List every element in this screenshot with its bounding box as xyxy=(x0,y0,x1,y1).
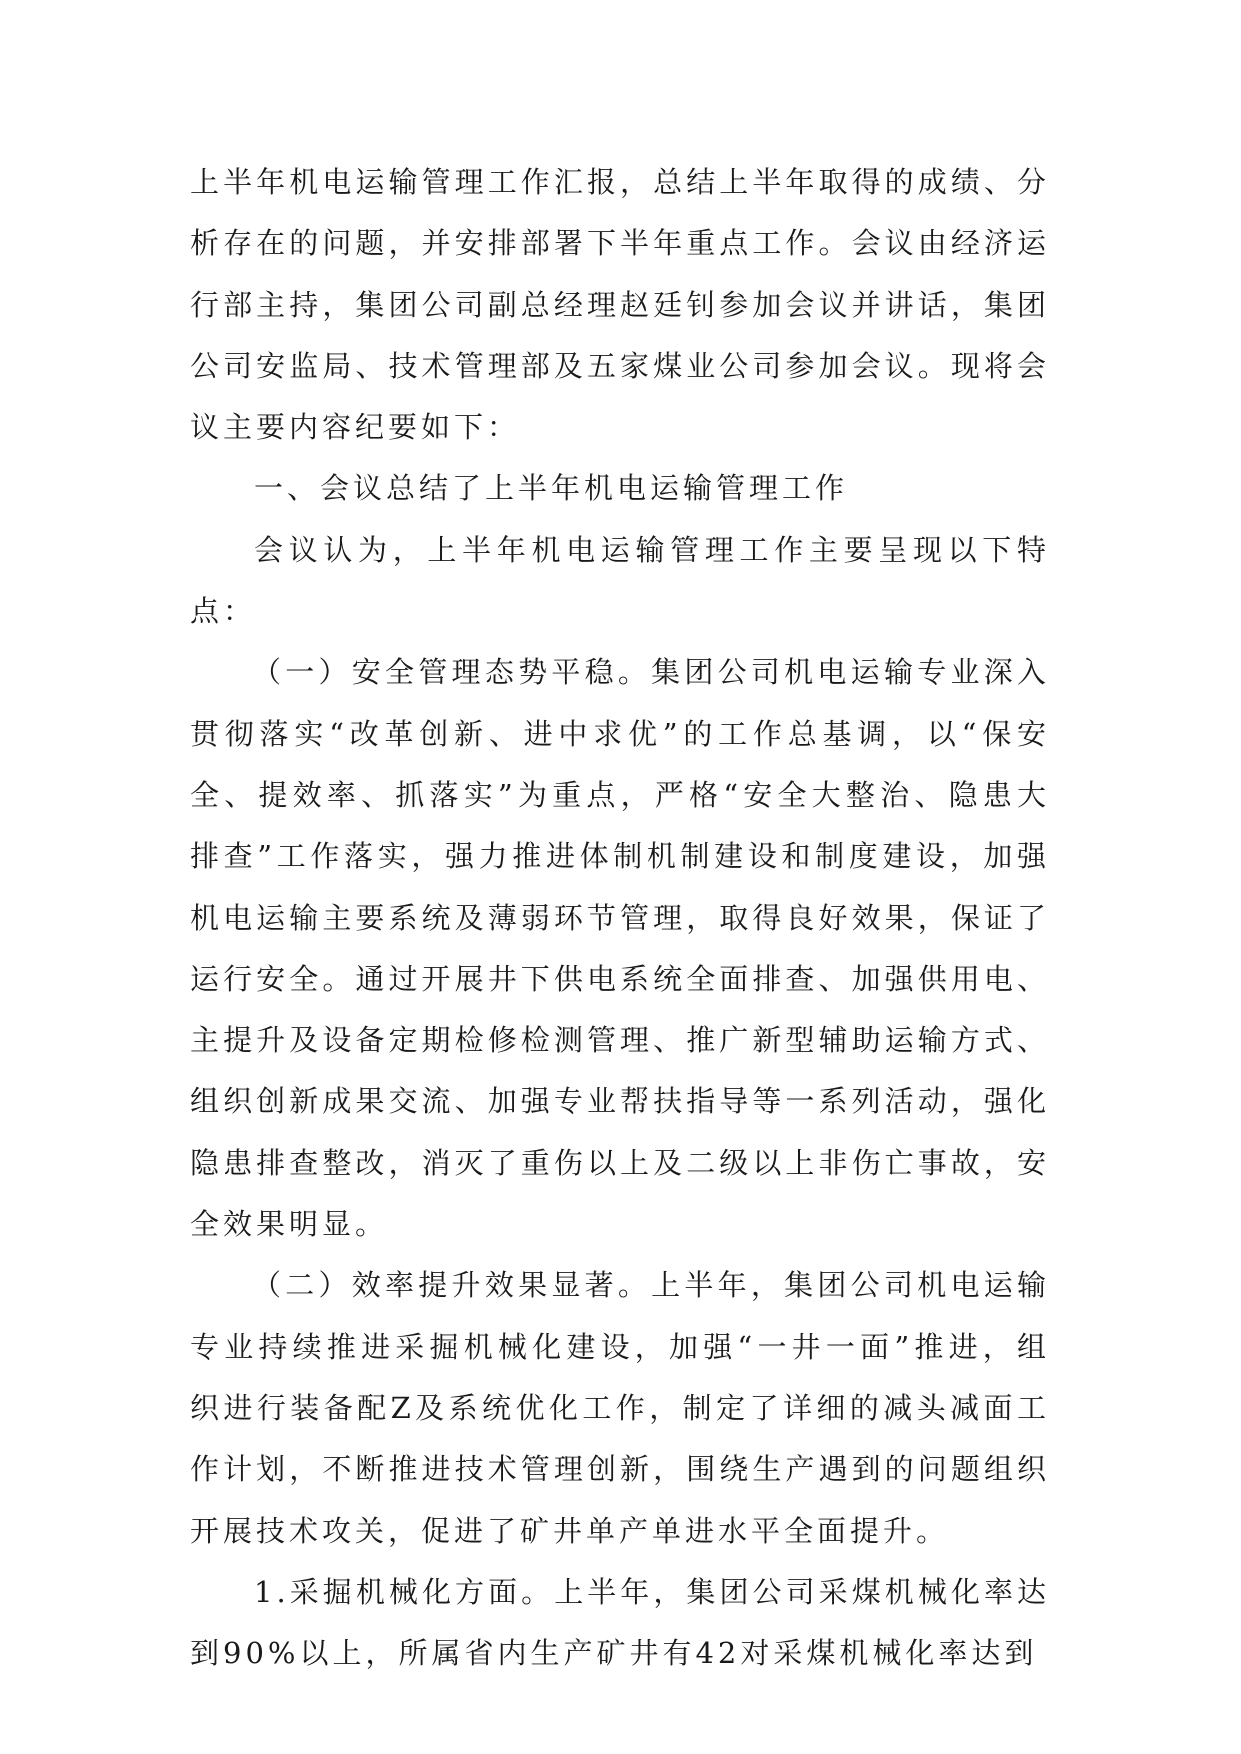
intro-paragraph: 上半年机电运输管理工作汇报，总结上半年取得的成绩、分析存在的问题，并安排部署下半年重点工作。会议由经济运行部主持，集团公司副总经理赵廷钊参加会议并讲话，集团公司安监局、技术管理部及五家煤业公司参加会议。现将会议主要内容纪要如下： xyxy=(190,165,1050,445)
item-paragraph: 1.采掘机械化方面。上半年，集团公司采煤机械化率达到90%以上，所属省内生产矿井有42对采煤机械化率达到 xyxy=(190,1574,1050,1671)
summary-paragraph: 会议认为，上半年机电运输管理工作主要呈现以下特点： xyxy=(190,532,1050,629)
document-body xyxy=(190,152,1050,1684)
point-paragraph: （二）效率提升效果显著。上半年，集团公司机电运输专业持续推进采掘机械化建设，加强“一井一面”推进，组织进行装备配Z及系统优化工作，制定了详细的减头减面工作计划，不断推进技术管理创新，围绕生产遇到的问题组织开展技术攻关，促进了矿井单产单进水平全面提升。 xyxy=(190,1268,1050,1548)
section-heading: 一、会议总结了上半年机电运输管理工作 xyxy=(254,471,849,506)
point-paragraph: （一）安全管理态势平稳。集团公司机电运输专业深入贯彻落实“改革创新、进中求优”的工作总基调，以“保安全、提效率、抓落实”为重点，严格“安全大整治、隐患大排查”工作落实，强力推进体制机制建设和制度建设，加强机电运输主要系统及薄弱环节管理，取得良好效果，保证了运行安全。通过开展井下供电系统全面排查、加强供用电、主提升及设备定期检修检测管理、推广新型辅助运输方式、组织创新成果交流、加强专业帮扶指导等一系列活动，强化隐患排查整改，消灭了重伤以上及二级以上非伤亡事故，安全效果明显。 xyxy=(190,655,1050,1242)
